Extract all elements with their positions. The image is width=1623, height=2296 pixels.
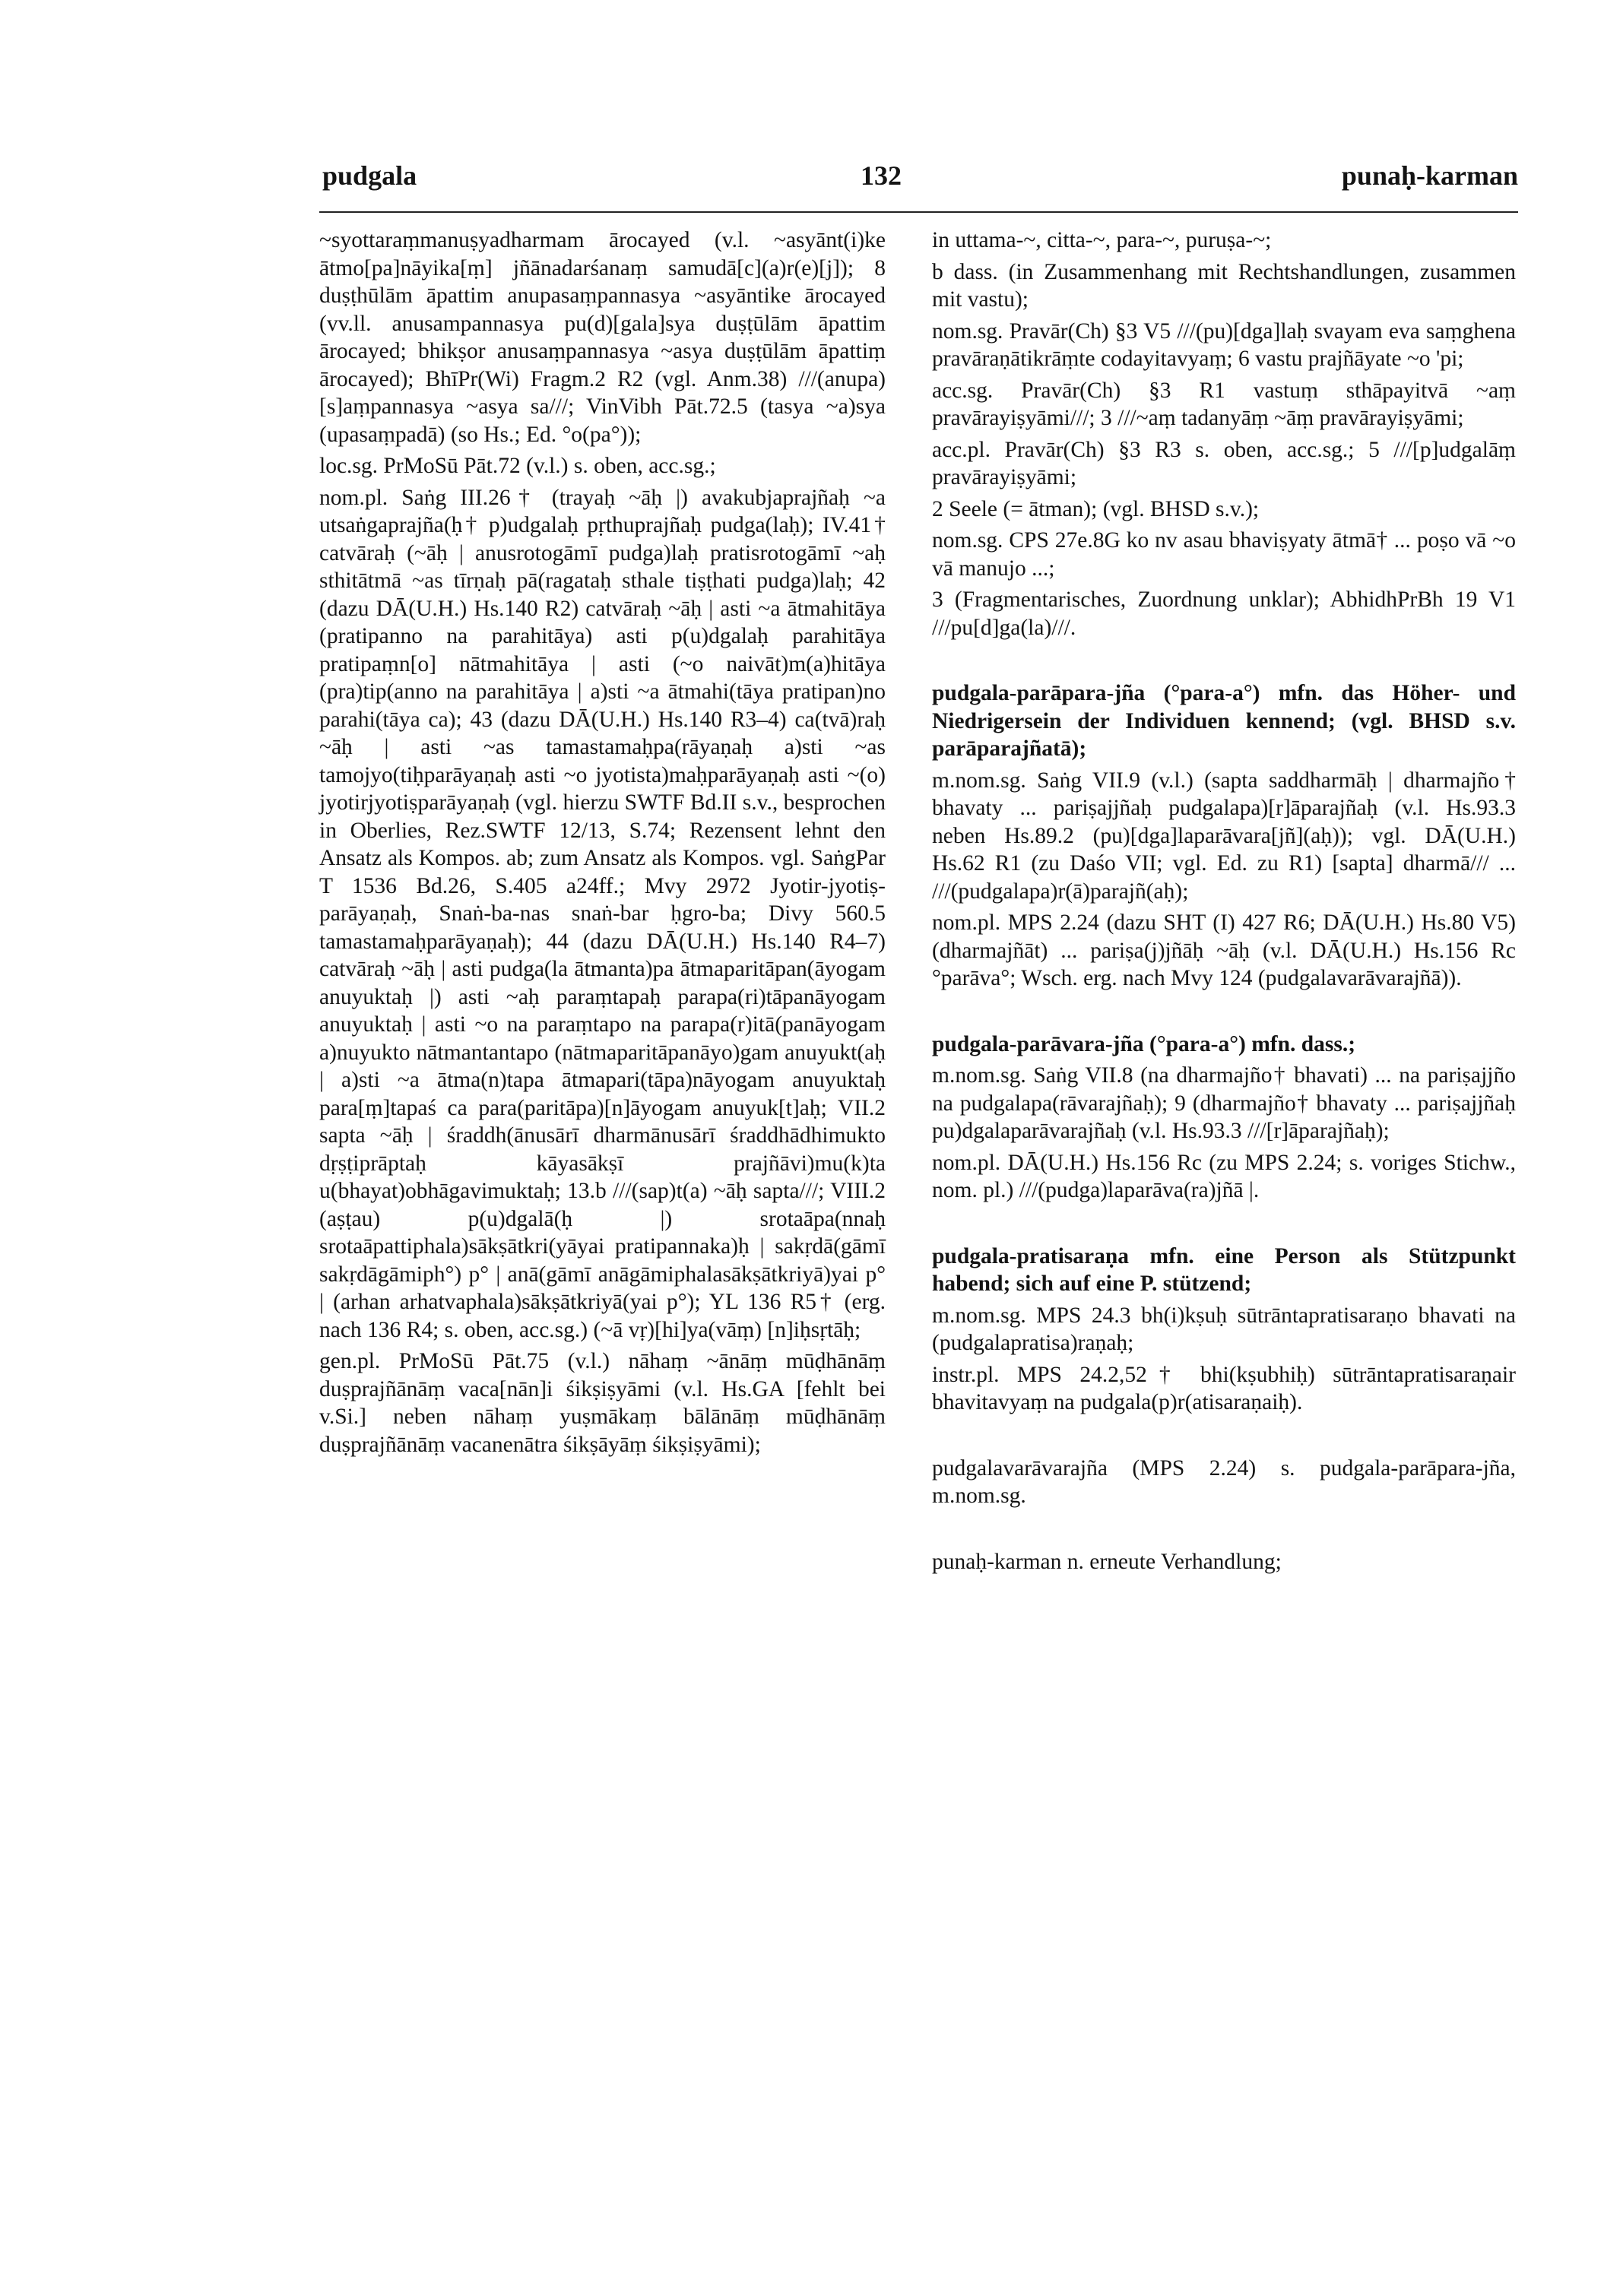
lemma-heading: pudgalavarāvarajña (MPS 2.24) s. pudgala-parāpara-jña, m.nom.sg. xyxy=(932,1455,1516,1508)
entry-paragraph: acc.pl. Pravār(Ch) §3 R3 s. oben, acc.sg.; 5 ///[p]udgalāṃ pravārayiṣyāmi; xyxy=(932,437,1516,489)
entry-paragraph: nom.sg. Pravār(Ch) §3 V5 ///(pu)[dga]laḥ svayam eva saṃghena pravāraṇātikrāṃte codayitavyaṃ; 6 vastu prajñāyate ~o 'pi; xyxy=(932,318,1516,371)
entry-paragraph: nom.sg. CPS 27e.8G ko nv asau bhaviṣyaty ātmā† ... poṣo vā ~o vā manujo ...; xyxy=(932,528,1516,581)
entry-paragraph: gen.pl. PrMoSū Pāt.75 (v.l.) nāhaṃ ~ānāṃ mūḍhānāṃ duṣprajñānāṃ vaca[nān]i śikṣiṣyāmi (v.l. Hs.GA [fehlt bei v.Si.] neben nāhaṃ yuṣmākaṃ bālānāṃ mūḍhānāṃ duṣprajñānāṃ vacanenātra śikṣāyāṃ śikṣiṣyāmi); xyxy=(319,1349,886,1457)
header-rule xyxy=(319,211,1518,213)
right-column xyxy=(932,226,1516,1576)
entry-paragraph: m.nom.sg. MPS 24.3 bh(i)kṣuḥ sūtrāntapratisaraṇo bhavati na (pudgalapratisa)raṇaḥ; xyxy=(932,1303,1516,1355)
entry-paragraph: ~syottaraṃmanuṣyadharmam ārocayed (v.l. ~asyānt(i)ke ātmo[pa]nāyika[ṃ] jñānadarśanaṃ samudā[c](a)r(e)[j]); 8 duṣṭhūlām āpattim anupasaṃpannasya ~asyāntike ārocayed (vv.ll. anusampannasya pu(d)[gala]sya duṣṭūlām āpattim ārocayed; bhikṣor anusaṃpannasya ~asya duṣṭūlām āpattiṃ ārocayed); BhīPr(Wi) Fragm.2 R2 (vgl. Anm.38) ///(anupa)[s]aṃpannasya ~asya sa///; VinVibh Pāt.72.5 (tasya ~a)sya (upasaṃpadā) (so Hs.; Ed. °o(pa°)); xyxy=(319,228,886,447)
entry-paragraph: m.nom.sg. Saṅg VII.9 (v.l.) (sapta saddharmāḥ | dharmajño† bhavaty ... pariṣajjñaḥ pudgalapa)[r]āparajñaḥ (v.l. Hs.93.3 neben Hs.89.2 (pu)[dga]laparāvara[jñ](aḥ)); vgl. DĀ(U.H.) Hs.62 R1 (zu Daśo VII; vgl. Ed. zu R1) [sapta] dharmā/// ... ///(pudgalapa)r(ā)parajñ(aḥ); xyxy=(932,768,1516,904)
left-column xyxy=(319,226,886,1458)
entry-paragraph: m.nom.sg. Saṅg VII.8 (na dharmajño† bhavati) ... na pariṣajjño na pudgalapa(rāvarajñaḥ); 9 (dharmajño† bhavaty ... pariṣajjñaḥ pu)dgalaparāvarajñaḥ (v.l. Hs.93.3 ///[r]āparajñaḥ); xyxy=(932,1063,1516,1143)
lemma-heading: punaḥ-karman n. erneute Verhandlung; xyxy=(932,1549,1282,1574)
entry-paragraph: in uttama-~, citta-~, para-~, puruṣa-~; xyxy=(932,228,1272,252)
entry-paragraph: instr.pl. MPS 24.2,52† bhi(kṣubhiḥ) sūtrāntapratisaraṇair bhavitavyaṃ na pudgala(p)r(atisaraṇaiḥ). xyxy=(932,1362,1516,1414)
entry-paragraph: loc.sg. PrMoSū Pāt.72 (v.l.) s. oben, acc.sg.; xyxy=(319,454,716,478)
entry-paragraph: 3 (Fragmentarisches, Zuordnung unklar); AbhidhPrBh 19 V1 ///pu[d]ga(la)///. xyxy=(932,587,1516,640)
entry-paragraph: nom.pl. MPS 2.24 (dazu SHT (I) 427 R6; DĀ(U.H.) Hs.80 V5) (dharmajñāt) ... pariṣa(j)jñāḥ ~āḥ (v.l. DĀ(U.H.) Hs.156 Rc °parāva°; Wsch. erg. nach Mvy 124 (pudgalavarāvarajñā)). xyxy=(932,910,1516,990)
entry-paragraph: nom.pl. Saṅg III.26† (trayaḥ ~āḥ |) avakubjaprajñaḥ ~a utsaṅgaprajña(ḥ† p)udgalaḥ pṛthuprajñaḥ pudga(laḥ); IV.41† catvāraḥ (~āḥ | anusrotogāmī pudga)laḥ pratisrotogāmī ~aḥ sthitātmā ~as tīrṇaḥ pā(ragataḥ sthale tiṣṭhati pudga)laḥ; 42 (dazu DĀ(U.H.) Hs.140 R2) catvāraḥ ~āḥ | asti ~a ātmahitāya (pratipanno na parahitāya) asti p(u)dgalaḥ parahitāya pratipaṃn[o] nātmahitāya | asti (~o naivāt)m(a)hitāya (pra)tip(anno na parahitāya | a)sti ~a ātmahi(tāya pratipan)no parahi(tāya ca); 43 (dazu DĀ(U.H.) Hs.140 R3–4) ca(tvā)raḥ ~āḥ | asti ~as tamastamaḥpa(rāyaṇaḥ a)sti ~as tamojyo(tiḥparāyaṇaḥ asti ~o jyotista)maḥparāyaṇaḥ asti ~(o) jyotirjyotiṣparāyaṇaḥ (vgl. hierzu SWTF Bd.II s.v., besprochen in Oberlies, Rez.SWTF 12/13, S.74; Rezensent lehnt den Ansatz als Kompos. ab; zum Ansatz als Kompos. vgl. SaṅgPar T 1536 Bd.26, S.405 a24ff.; Mvy 2972 Jyotir-jyotiṣ-parāyaṇaḥ, Snaṅ-ba-nas snaṅ-bar ḥgro-ba; Divy 560.5 tamastamaḥparāyaṇaḥ); 44 (dazu DĀ(U.H.) Hs.140 R4–7) catvāraḥ ~āḥ | asti pudga(la ātmanta)pa ātmaparitāpan(āyogam anuyuktaḥ |) asti ~aḥ paraṃtapaḥ parapa(ri)tāpanāyogam anuyuktaḥ | asti ~o na paraṃtapo na parapa(r)itā(panāyogam a)nuyukto nātmantantapo (nātmaparitāpanāyo)gam anuyukt(aḥ | a)sti ~a ātma(n)tapa ātmapari(tāpa)nāyogam anuyuktaḥ para[ṃ]tapaś ca para(paritāpa)[n]āyogam anuyuk[t]aḥ; VII.2 sapta ~āḥ | śraddh(ānusārī dharmānusārī śraddhādhimukto dṛṣṭiprāptaḥ kāyasākṣī prajñāvi)mu(k)ta u(bhayat)obhāgavimuktaḥ; 13.b ///(sap)t(a) ~āḥ sapta///; VIII.2 (aṣṭau) p(u)dgalā(ḥ |) srotaāpa(nnaḥ srotaāpattiphala)sākṣātkri(yāyai pratipannaka)ḥ | sakṛdā(gāmī sakṛdāgāmiph°) p° | anā(gāmī anāgāmiphalasākṣātkriyā)yai p° | (arhan arhatvaphala)sākṣātkriyā(yai p°); YL 136 R5† (erg. nach 136 R4; s. oben, acc.sg.) (~ā vṛ)[hi]ya(vāṃ) [n]iḥsṛtāḥ; xyxy=(319,485,886,1342)
lemma-heading: pudgala-pratisaraṇa mfn. eine Person als Stützpunkt habend; sich auf eine P. stützend; xyxy=(932,1243,1516,1296)
entry-paragraph: b dass. (in Zusammenhang mit Rechtshandlungen, zusammen mit vastu); xyxy=(932,259,1516,312)
entry-paragraph: acc.sg. Pravār(Ch) §3 R1 vastuṃ sthāpayitvā ~aṃ pravārayiṣyāmi///; 3 ///~aṃ tadanyāṃ ~āṃ pravārayiṣyāmi; xyxy=(932,378,1516,430)
running-head-right: punaḥ-karman xyxy=(1341,160,1518,191)
running-head-left: pudgala xyxy=(322,160,417,191)
entry-paragraph: nom.pl. DĀ(U.H.) Hs.156 Rc (zu MPS 2.24; s. voriges Stichw., nom. pl.) ///(pudga)laparāva(ra)jñā |. xyxy=(932,1150,1516,1202)
lemma-heading: pudgala-parāpara-jña (°para-a°) mfn. das Höher- und Niedrigersein der Individuen kennend; (vgl. BHSD s.v. parāparajñatā); xyxy=(932,681,1516,761)
entry-paragraph: 2 Seele (= ātman); (vgl. BHSD s.v.); xyxy=(932,496,1260,521)
page-number: 132 xyxy=(861,160,902,191)
lemma-heading: pudgala-parāvara-jña (°para-a°) mfn. dass.; xyxy=(932,1031,1356,1056)
